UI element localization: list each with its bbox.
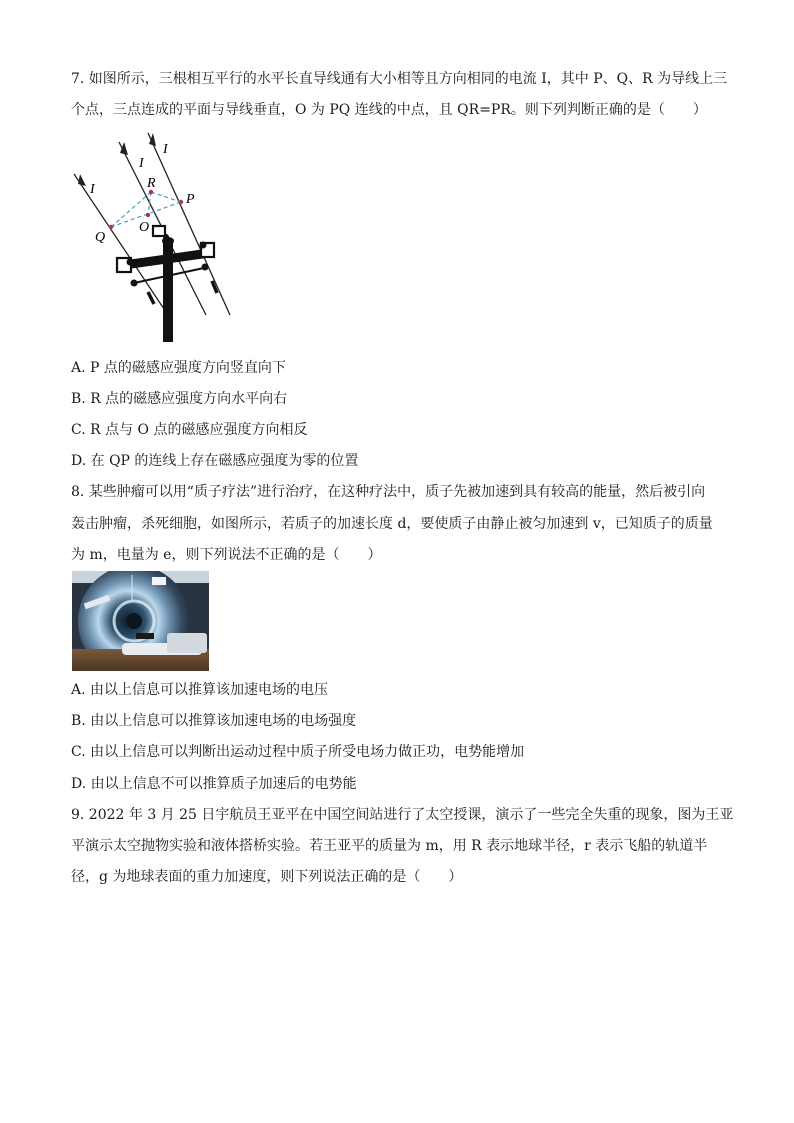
q7-option-d: D. 在 QP 的连线上存在磁感应强度为零的位置 xyxy=(71,453,359,469)
label-current-2: I xyxy=(139,156,144,171)
q8-option-a: A. 由以上信息可以推算该加速电场的电压 xyxy=(71,682,329,698)
q8-option-b: B. 由以上信息可以推算该加速电场的电场强度 xyxy=(71,713,357,729)
label-q: Q xyxy=(95,230,106,245)
q9-stem-line-1: 9. 2022 年 3 月 25 日宇航员王亚平在中国空间站进行了太空授课，演示了一些完全失重的现象，图为王亚 xyxy=(71,807,734,823)
q8-stem-line-1: 8. 某些肿瘤可以用“质子疗法”进行治疗，在这种疗法中，质子先被加速到具有较高的能量，然后被引向 xyxy=(71,484,706,500)
q7-stem-line-1: 7. 如图所示，三根相互平行的水平长直导线通有大小相等且方向相同的电流 I，其中 P、Q、R 为导线上三 xyxy=(71,71,728,87)
q9-stem-line-2: 平演示太空抛物实验和液体搭桥实验。若王亚平的质量为 m，用 R 表示地球半径，r 表示飞船的轨道半 xyxy=(71,838,708,854)
q7-option-b: B. R 点的磁感应强度方向水平向右 xyxy=(71,391,288,407)
q7-option-a: A. P 点的磁感应强度方向竖直向下 xyxy=(71,360,286,376)
current-arrow-2 xyxy=(120,142,128,155)
point-q xyxy=(109,225,113,229)
current-arrow-1 xyxy=(78,174,86,186)
current-arrow-3 xyxy=(149,133,156,146)
proton-therapy-photo xyxy=(72,571,209,671)
q8-stem-line-2: 轰击肿瘤，杀死细胞，如图所示，若质子的加速长度 d，要使质子由静止被匀加速到 v，已知质子的质量 xyxy=(71,516,713,532)
label-current-1: I xyxy=(90,182,95,197)
label-current-3: I xyxy=(163,142,168,157)
point-p xyxy=(179,200,183,204)
q8-option-d: D. 由以上信息不可以推算质子加速后的电势能 xyxy=(71,776,357,792)
q8-stem-line-3: 为 m，电量为 e，则下列说法不正确的是（ ） xyxy=(71,547,382,563)
q8-option-c: C. 由以上信息可以判断出运动过程中质子所受电场力做正功，电势能增加 xyxy=(71,744,525,760)
label-p: P xyxy=(186,192,195,207)
q7-power-line-figure xyxy=(66,130,246,345)
wire-1 xyxy=(74,174,168,315)
label-r: R xyxy=(147,176,156,191)
q9-stem-line-3: 径，g 为地球表面的重力加速度，则下列说法正确的是（ ） xyxy=(71,869,463,885)
point-o xyxy=(146,213,150,217)
label-o: O xyxy=(139,220,150,235)
proton-therapy-image xyxy=(72,571,209,671)
q7-stem-line-2: 个点，三点连成的平面与导线垂直，O 为 PQ 连线的中点，且 QR=PR。则下列判断正确的是（ ） xyxy=(71,102,707,118)
q7-option-c: C. R 点与 O 点的磁感应强度方向相反 xyxy=(71,422,308,438)
